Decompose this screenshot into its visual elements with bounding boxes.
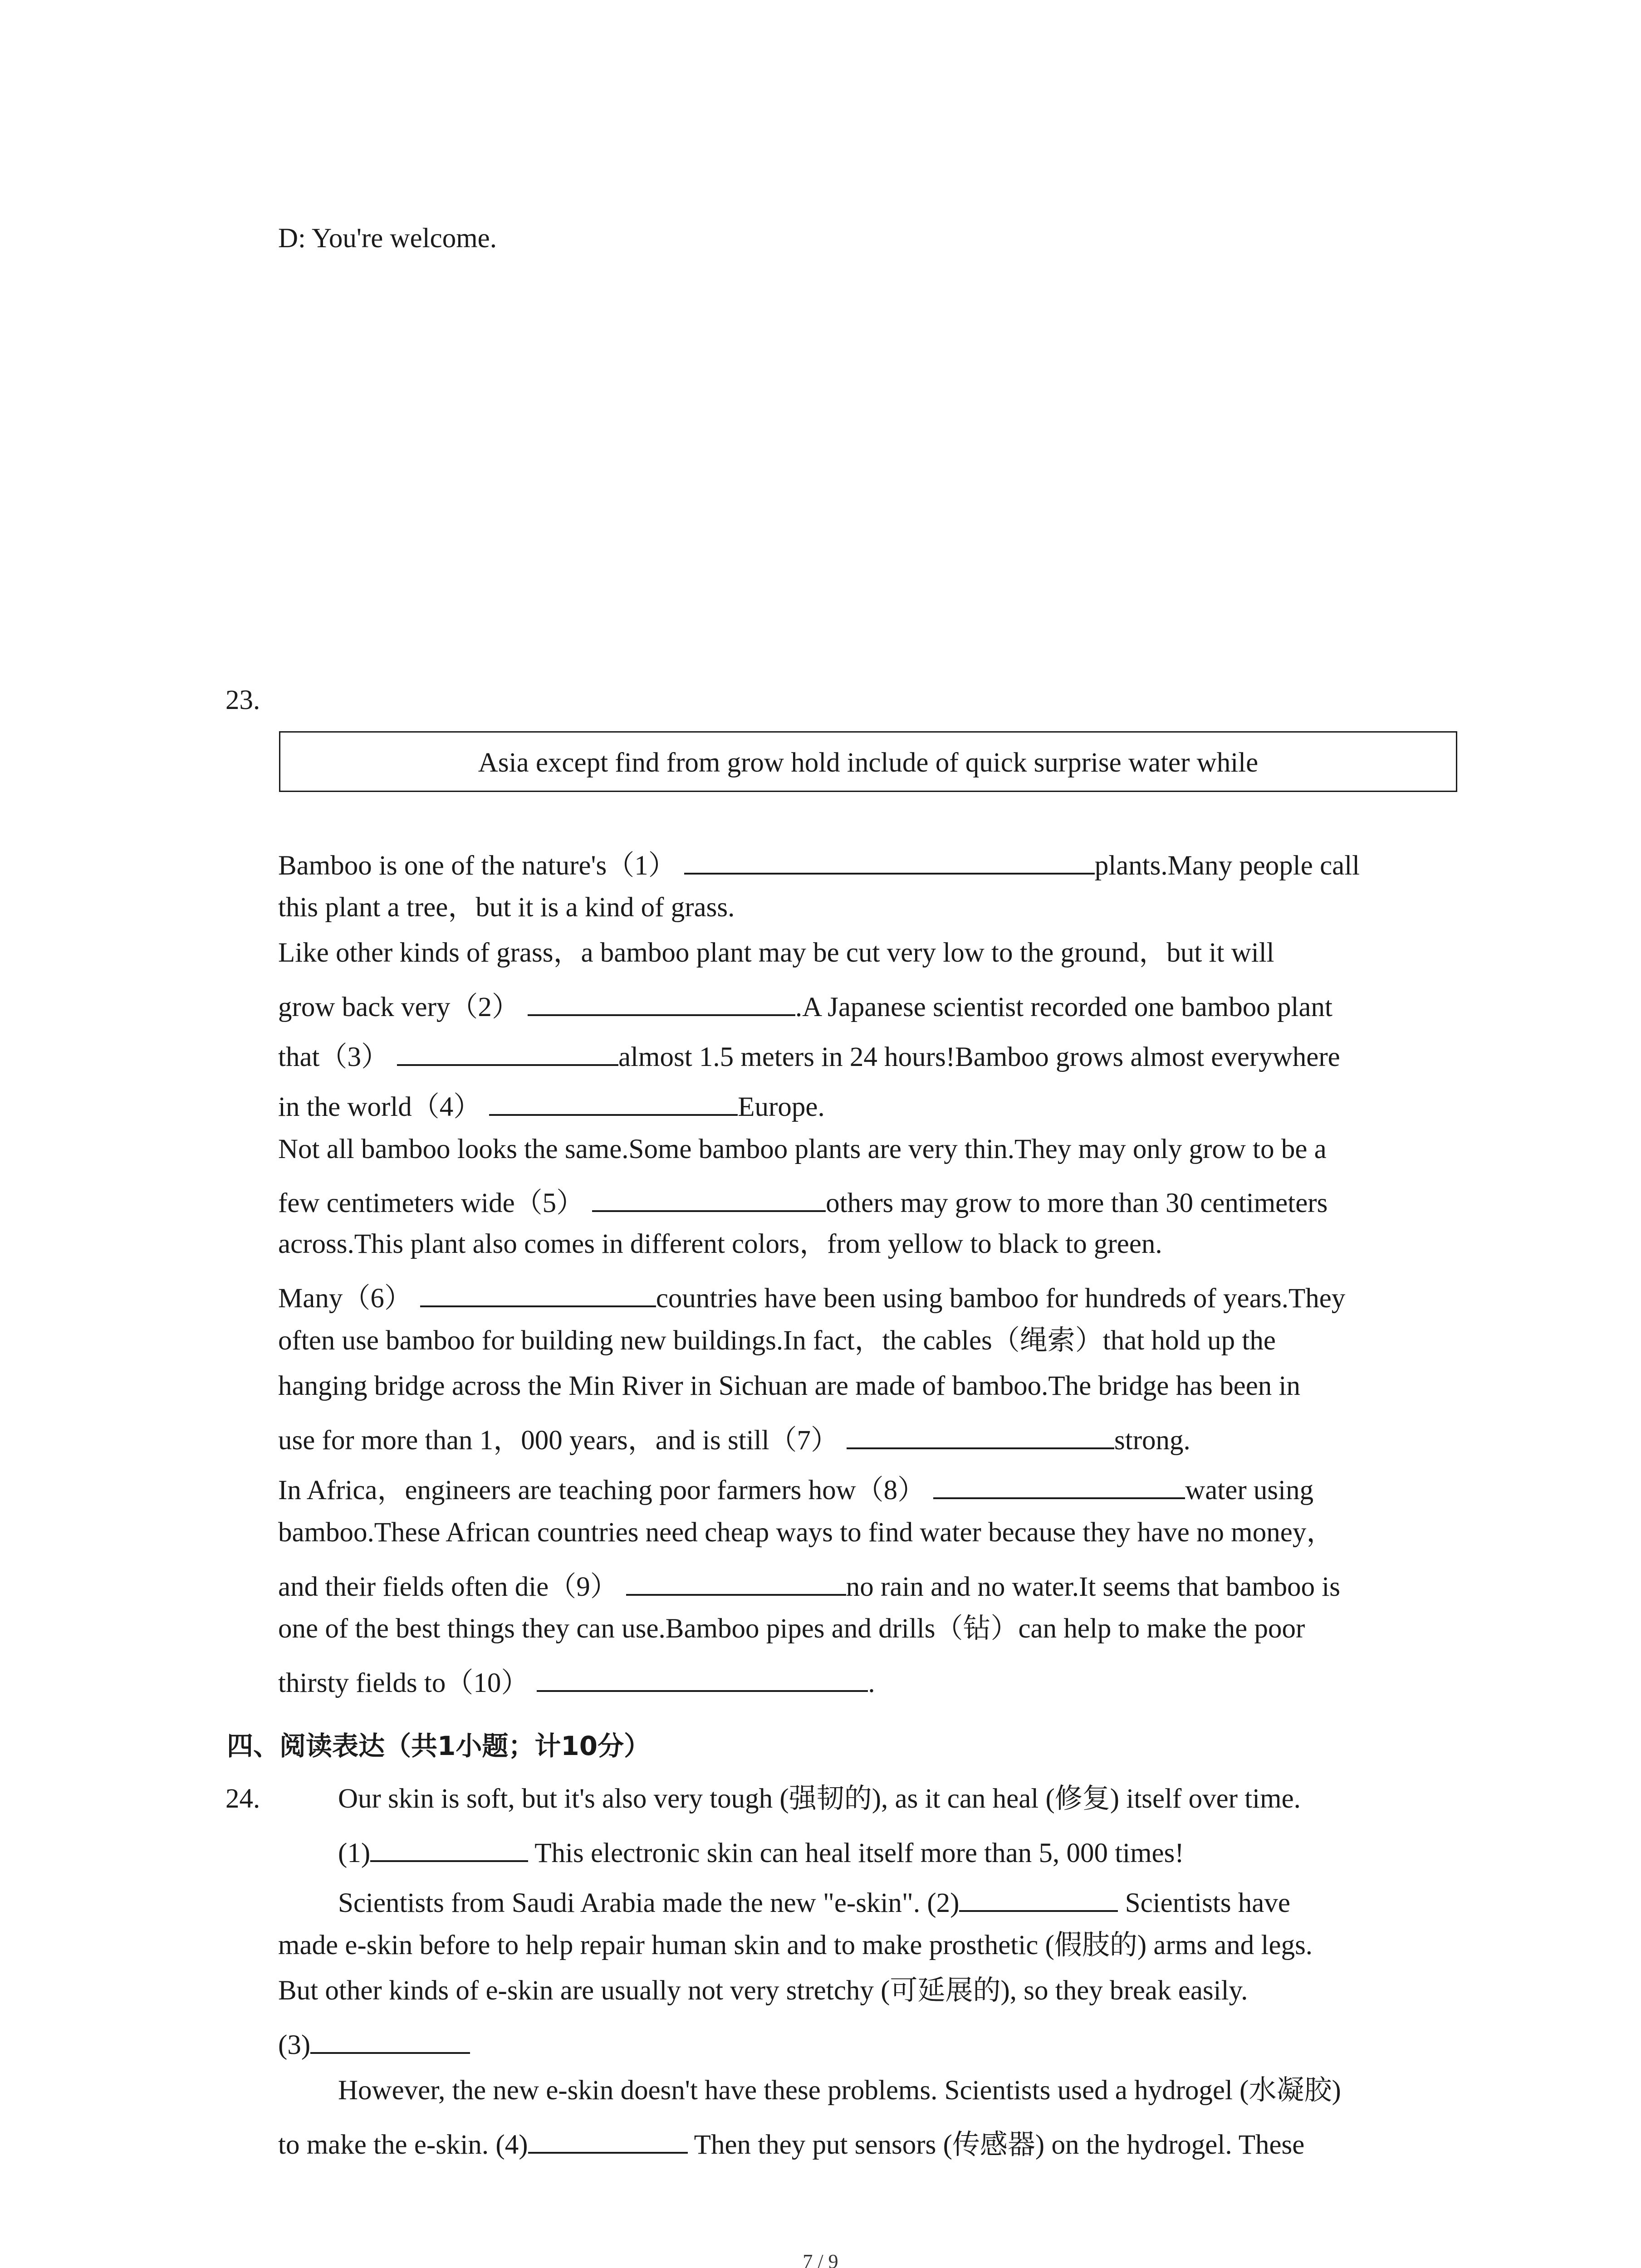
q23-line-7: Not all bamboo looks the same.Some bamboo plants are very thin.They may only grow to be a: [278, 1134, 1327, 1164]
q23-line-14: In Africa，engineers are teaching poor farmers how（8） water using: [278, 1472, 1313, 1504]
blank-5[interactable]: [592, 1185, 826, 1212]
q23-line-8: few centimeters wide（5） others may grow to more than 30 centimeters: [278, 1185, 1327, 1217]
q24-blank-4[interactable]: [528, 2126, 688, 2154]
section-4-heading: 四、阅读表达（共1小题；计10分）: [227, 1730, 651, 1761]
blank-7[interactable]: [847, 1422, 1114, 1449]
blank-8[interactable]: [933, 1472, 1185, 1499]
q24-line-7: However, the new e-skin doesn't have these problems. Scientists used a hydrogel (水凝胶): [338, 2075, 1341, 2106]
q23-line-1: Bamboo is one of the nature's（1） plants.Many people call: [278, 847, 1360, 880]
q23-line-16: and their fields often die（9） no rain and no water.It seems that bamboo is: [278, 1569, 1340, 1601]
blank-10[interactable]: [537, 1665, 868, 1692]
question-23-number: 23.: [225, 685, 260, 715]
q24-line-1: Our skin is soft, but it's also very tough (强韧的), as it can heal (修复) itself over time.: [338, 1784, 1301, 1814]
q23-line-3: Like other kinds of grass，a bamboo plant may be cut very low to the ground，but it will: [278, 938, 1274, 968]
q23-line-6: in the world（4） Europe.: [278, 1089, 825, 1121]
q23-line-10: Many（6） countries have been using bamboo for hundreds of years.They: [278, 1280, 1345, 1312]
q24-line-6: (3): [278, 2027, 470, 2059]
blank-4[interactable]: [489, 1089, 738, 1116]
q24-line-8: to make the e-skin. (4) Then they put sensors (传感器) on the hydrogel. These: [278, 2126, 1304, 2159]
q23-line-15: bamboo.These African countries need cheap ways to find water because they have no money，: [278, 1517, 1334, 1548]
q24-line-2: (1) This electronic skin can heal itself more than 5, 000 times!: [338, 1835, 1184, 1867]
q23-line-18: thirsty fields to（10） .: [278, 1665, 875, 1697]
q23-line-5: that（3） almost 1.5 meters in 24 hours!Bamboo grows almost everywhere: [278, 1039, 1340, 1071]
word-bank-box: [279, 731, 1457, 792]
q23-line-2: this plant a tree，but it is a kind of grass.: [278, 892, 735, 923]
blank-9[interactable]: [626, 1569, 846, 1596]
q23-line-9: across.This plant also comes in different colors，from yellow to black to green.: [278, 1229, 1162, 1259]
blank-6[interactable]: [420, 1280, 656, 1307]
q24-line-5: But other kinds of e-skin are usually not very stretchy (可延展的), so they break easily.: [278, 1975, 1248, 2006]
q24-blank-3[interactable]: [310, 2027, 470, 2054]
q24-line-3: Scientists from Saudi Arabia made the new "e-skin". (2) Scientists have: [338, 1885, 1290, 1917]
dialogue-line-d: D: You're welcome.: [278, 223, 497, 254]
question-24-number: 24.: [225, 1784, 260, 1814]
blank-1[interactable]: [684, 847, 1095, 875]
q24-line-4: made e-skin before to help repair human skin and to make prosthetic (假肢的) arms and legs.: [278, 1930, 1313, 1960]
q24-blank-1[interactable]: [370, 1835, 528, 1862]
word-bank-text: Asia except find from grow hold include of quick surprise water while: [478, 748, 1259, 778]
blank-2[interactable]: [528, 989, 795, 1016]
q24-blank-2[interactable]: [959, 1885, 1118, 1912]
q23-line-13: use for more than 1，000 years，and is still（7） strong.: [278, 1422, 1190, 1454]
q23-line-17: one of the best things they can use.Bamboo pipes and drills（钻）can help to make the poor: [278, 1613, 1305, 1644]
q23-line-4: grow back very（2） .A Japanese scientist recorded one bamboo plant: [278, 989, 1332, 1021]
q23-line-11: often use bamboo for building new buildings.In fact，the cables（绳索）that hold up the: [278, 1325, 1276, 1356]
q23-line-12: hanging bridge across the Min River in Sichuan are made of bamboo.The bridge has been in: [278, 1371, 1300, 1401]
page-number: 7 / 9: [803, 2250, 838, 2268]
blank-3[interactable]: [397, 1039, 618, 1066]
